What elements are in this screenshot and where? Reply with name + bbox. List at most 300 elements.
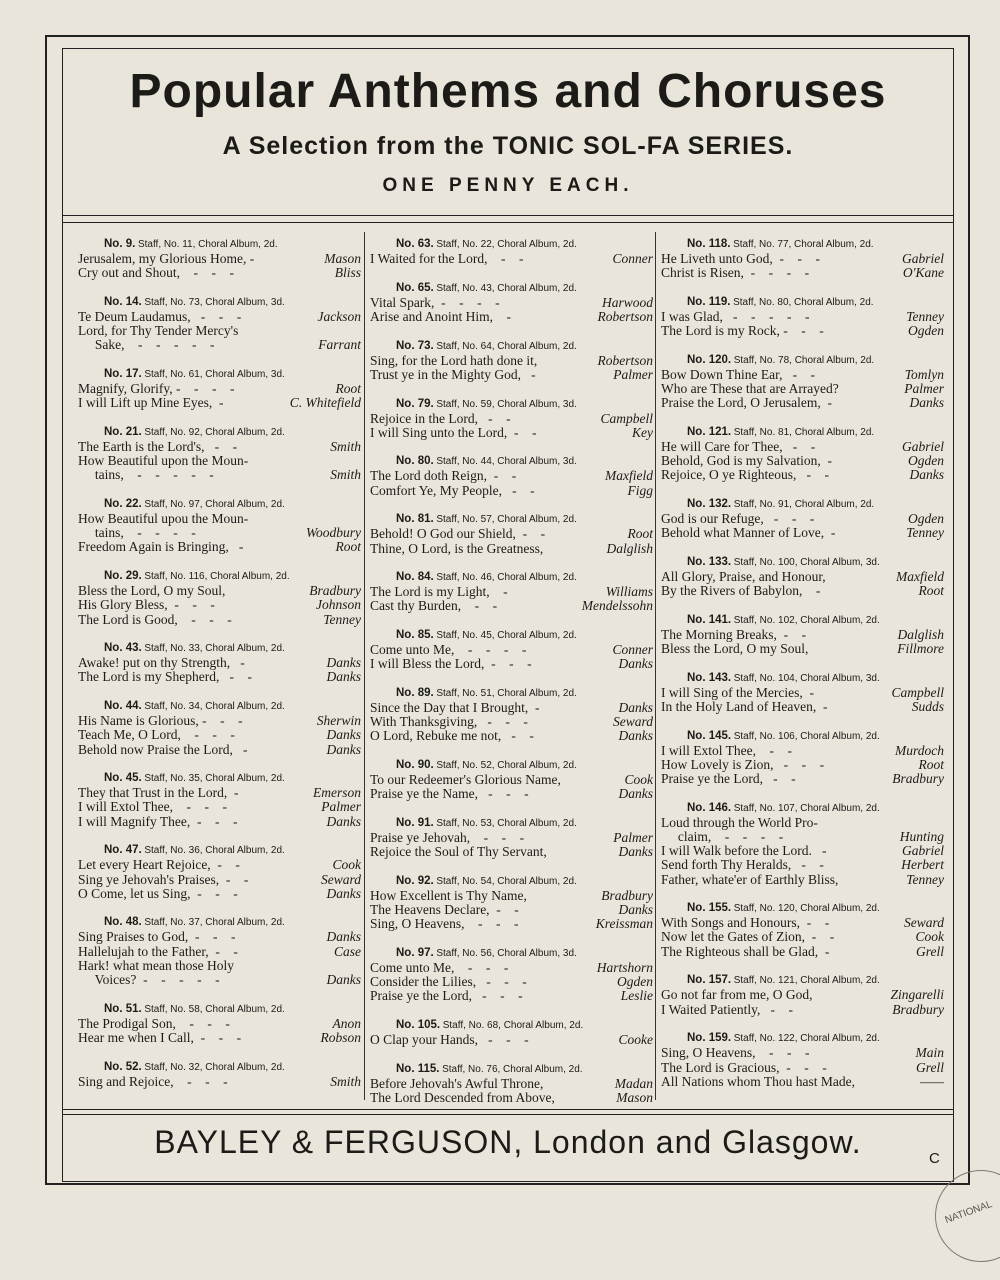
anthem-entry [661, 744, 944, 758]
anthem-title: Te Deum Laudamus, - - - [78, 309, 242, 324]
anthem-title: Christ is Risen, - - - - [661, 266, 810, 281]
anthem-entry [370, 354, 653, 368]
section-header [78, 1002, 361, 1017]
header-rule [62, 215, 954, 216]
catalogue-column-3 [661, 237, 944, 1103]
anthem-entry [78, 440, 361, 454]
anthem-title: Rejoice, O ye Righteous, - - [661, 468, 829, 483]
anthem-title: tains, - - - - - [78, 468, 214, 483]
section-header [78, 497, 361, 512]
section-number: No. 146. [687, 801, 732, 814]
catalogue-section [370, 1018, 653, 1047]
anthem-title: Teach Me, O Lord, - - - [78, 728, 235, 743]
anthem-entry [370, 657, 653, 671]
staff-reference: Staff, No. 22, Choral Album, 2d. [436, 239, 577, 250]
composer-name: Mason [324, 251, 361, 266]
anthem-title: Thine, O Lord, is the Greatness, [370, 541, 544, 556]
section-header [661, 613, 944, 628]
composer-name: Danks [326, 655, 361, 671]
composer-name: Campbell [600, 410, 653, 426]
anthem-entry [370, 527, 653, 541]
catalogue-section [78, 425, 361, 483]
anthem-entry [78, 786, 361, 800]
anthem-title: Sing, O Heavens, - - - [661, 1046, 810, 1061]
composer-name: Case [334, 943, 361, 959]
composer-name: Seward [613, 714, 653, 730]
composer-name: Bradbury [892, 1001, 944, 1017]
anthem-entry [78, 613, 361, 627]
staff-reference: Staff, No. 100, Choral Album, 3d. [733, 556, 880, 568]
anthem-entry [370, 715, 653, 729]
anthem-entry [661, 252, 944, 266]
composer-name: Cook [332, 857, 361, 873]
anthem-entry [78, 959, 361, 973]
anthem-entry [78, 396, 361, 410]
section-header [661, 901, 944, 916]
anthem-title: The Morning Breaks, - - [661, 627, 807, 642]
section-header [370, 512, 653, 527]
anthem-entry [78, 873, 361, 887]
staff-reference: Staff, No. 54, Choral Album, 2d. [436, 875, 577, 887]
anthem-title: The Lord is my Light, - [370, 585, 508, 600]
anthem-title: All Glory, Praise, and Honour, [661, 569, 826, 584]
anthem-title: O Clap your Hands, - - - [370, 1033, 529, 1048]
anthem-title: Vital Spark, - - - - [370, 295, 500, 310]
anthem-entry [78, 266, 361, 280]
anthem-entry [78, 815, 361, 829]
composer-name: Palmer [613, 366, 653, 382]
section-header [78, 771, 361, 786]
anthem-entry [661, 945, 944, 959]
catalogue-section [78, 367, 361, 410]
anthem-entry [370, 599, 653, 613]
composer-name: Madan [614, 1075, 653, 1091]
anthem-entry [370, 845, 653, 859]
anthem-entry [78, 540, 361, 554]
section-header [78, 425, 361, 440]
section-number: No. 159. [687, 1032, 732, 1045]
staff-reference: Staff, No. 56, Choral Album, 3d. [436, 948, 577, 960]
anthem-title: The Lord is Good, - - - [78, 612, 232, 627]
anthem-entry [661, 266, 944, 280]
staff-reference: Staff, No. 51, Choral Album, 2d. [436, 688, 577, 700]
anthem-entry [661, 642, 944, 656]
staff-reference: Staff, No. 52, Choral Album, 2d. [436, 760, 577, 772]
composer-name: Emerson [313, 785, 361, 801]
section-number: No. 17. [104, 368, 142, 381]
composer-name: Cook [624, 772, 653, 788]
section-number: No. 51. [104, 1002, 142, 1015]
anthem-entry [370, 889, 653, 903]
section-number: No. 85. [396, 629, 434, 642]
anthem-entry [661, 584, 944, 598]
catalogue-section [78, 771, 361, 829]
anthem-title: Sing ye Jehovah's Praises, - - [78, 872, 249, 887]
catalogue-section [370, 874, 653, 932]
composer-name: Smith [330, 438, 361, 454]
section-header [661, 237, 944, 252]
column-divider [655, 232, 656, 1100]
anthem-entry [370, 975, 653, 989]
composer-name: —— [919, 1073, 944, 1089]
anthem-entry [661, 830, 944, 844]
anthem-entry [78, 598, 361, 612]
anthem-title: O Come, let us Sing, - - - [78, 886, 238, 901]
section-header [661, 801, 944, 816]
anthem-entry [78, 714, 361, 728]
composer-name: Woodbury [305, 525, 361, 541]
anthem-title: The Lord is Gracious, - - - [661, 1060, 827, 1075]
section-header [370, 237, 653, 252]
composer-name: Root [918, 583, 944, 599]
catalogue-section [661, 555, 944, 598]
anthem-entry [78, 728, 361, 742]
catalogue-section [370, 397, 653, 440]
staff-reference: Staff, No. 116, Choral Album, 2d. [144, 571, 290, 583]
section-header [661, 555, 944, 570]
anthem-title: Praise ye the Lord, - - - [370, 989, 523, 1004]
anthem-title: With Thanksgiving, - - - [370, 715, 528, 730]
composer-name: Ogden [617, 974, 653, 990]
catalogue-section [661, 801, 944, 887]
composer-name: Danks [909, 395, 944, 411]
section-header [370, 397, 653, 412]
composer-name: Danks [326, 929, 361, 945]
anthem-title: Praise ye Jehovah, - - - [370, 831, 525, 846]
anthem-title: Sing Praises to God, - - - [78, 930, 236, 945]
catalogue-section [78, 641, 361, 684]
anthem-title: Sing and Rejoice, - - - [78, 1074, 228, 1089]
anthem-entry [78, 1017, 361, 1031]
staff-reference: Staff, No. 37, Choral Album, 2d. [144, 917, 285, 929]
anthem-entry [661, 310, 944, 324]
anthem-title: Rejoice the Soul of Thy Servant, [370, 845, 547, 860]
composer-name: Mason [616, 1090, 653, 1106]
anthem-title: By the Rivers of Babylon, - [661, 584, 821, 599]
anthem-title: They that Trust in the Lord, - [78, 786, 239, 801]
section-header [370, 758, 653, 773]
anthem-entry [661, 1075, 944, 1089]
anthem-entry [78, 656, 361, 670]
section-number: No. 133. [687, 555, 732, 568]
anthem-entry [661, 628, 944, 642]
catalogue-section [661, 671, 944, 714]
composer-name: Root [918, 756, 944, 772]
section-header [661, 353, 944, 368]
anthem-entry [78, 584, 361, 598]
section-header [661, 729, 944, 744]
section-header [370, 874, 653, 889]
anthem-title: Hark! what mean those Holy [78, 958, 234, 973]
composer-name: Hartshorn [596, 960, 653, 976]
staff-reference: Staff, No. 91, Choral Album, 2d. [733, 499, 875, 511]
anthem-title: Consider the Lilies, - - - [370, 975, 527, 990]
section-number: No. 43. [104, 642, 142, 655]
section-number: No. 155. [687, 902, 732, 915]
section-number: No. 79. [396, 397, 434, 410]
page-subtitle: A Selection from the TONIC SOL-FA SERIES. [222, 132, 794, 160]
anthem-title: Arise and Anoint Him, - [370, 309, 511, 324]
section-number: No. 29. [104, 570, 142, 583]
anthem-entry [370, 903, 653, 917]
anthem-title: Hear me when I Call, - - - [78, 1031, 242, 1045]
composer-name: Zingarelli [890, 987, 944, 1003]
section-number: No. 90. [396, 759, 434, 772]
catalogue-section [661, 295, 944, 338]
anthem-title: Cry out and Shout, - - - [78, 266, 234, 281]
anthem-title: I will Sing of the Mercies, - [661, 685, 814, 700]
anthem-title: Lord, for Thy Tender Mercy's [78, 324, 239, 339]
anthem-entry [661, 454, 944, 468]
section-number: No. 9. [104, 238, 136, 250]
staff-reference: Staff, No. 106, Choral Album, 2d. [733, 730, 880, 742]
section-header [78, 699, 361, 714]
section-number: No. 141. [687, 613, 732, 626]
anthem-entry [370, 310, 653, 324]
section-number: No. 48. [104, 916, 142, 929]
anthem-title: I will Magnify Thee, - - - [78, 814, 238, 829]
composer-name: Conner [612, 251, 653, 266]
staff-reference: Staff, No. 36, Choral Album, 2d. [144, 845, 285, 857]
column-divider [364, 232, 365, 1100]
composer-name: Danks [618, 728, 653, 744]
anthem-entry [78, 252, 361, 266]
section-number: No. 89. [396, 687, 434, 700]
anthem-entry [370, 469, 653, 483]
section-number: No. 80. [396, 455, 434, 468]
composer-name: Smith [330, 1073, 361, 1089]
anthem-entry [661, 873, 944, 887]
composer-name: Seward [321, 871, 361, 887]
catalogue-section [661, 973, 944, 1016]
composer-name: Johnson [316, 597, 361, 613]
staff-reference: Staff, No. 58, Choral Album, 2d. [144, 1003, 285, 1015]
section-number: No. 118. [687, 238, 731, 250]
composer-name: Root [335, 539, 361, 555]
section-number: No. 52. [104, 1060, 142, 1073]
composer-name: Danks [618, 786, 653, 802]
anthem-title: The Heavens Declare, - - [370, 903, 519, 918]
corner-mark: C [929, 1150, 940, 1167]
section-number: No. 119. [687, 295, 731, 308]
page-title: Popular Anthems and Choruses [129, 65, 887, 118]
section-header [78, 237, 361, 252]
catalogue-section [78, 295, 361, 353]
section-number: No. 22. [104, 498, 142, 511]
catalogue-section [78, 915, 361, 987]
anthem-title: Bow Down Thine Ear, - - [661, 367, 816, 382]
catalogue-section [370, 816, 653, 859]
catalogue-section [370, 628, 653, 671]
section-header [370, 339, 653, 354]
anthem-entry [370, 917, 653, 931]
anthem-entry [78, 945, 361, 959]
staff-reference: Staff, No. 77, Choral Album, 2d. [733, 239, 874, 250]
anthem-entry [661, 1003, 944, 1017]
catalogue-section [370, 454, 653, 497]
composer-name: Tenney [906, 871, 944, 887]
staff-reference: Staff, No. 73, Choral Album, 3d. [144, 296, 285, 308]
composer-name: Danks [326, 727, 361, 743]
composer-name: Dalglish [897, 626, 944, 642]
section-number: No. 121. [687, 425, 732, 438]
anthem-entry [78, 454, 361, 468]
anthem-entry [370, 787, 653, 801]
anthem-title: Let every Heart Rejoice, - - [78, 858, 240, 873]
anthem-entry [370, 1077, 653, 1091]
anthem-title: I will Bless the Lord, - - - [370, 657, 532, 672]
composer-name: Anon [332, 1015, 361, 1031]
composer-name: Danks [326, 972, 361, 988]
composer-name: Seward [904, 915, 944, 931]
catalogue-section [78, 1002, 361, 1045]
section-header [661, 973, 944, 988]
anthem-entry [370, 1033, 653, 1047]
composer-name: Tomlyn [904, 366, 944, 382]
catalogue-section [661, 425, 944, 483]
anthem-title: Bless the Lord, O my Soul, [661, 642, 809, 657]
section-header [78, 843, 361, 858]
staff-reference: Staff, No. 11, Choral Album, 2d. [137, 239, 278, 250]
staff-reference: Staff, No. 46, Choral Album, 2d. [436, 572, 577, 584]
section-header [370, 1062, 653, 1077]
anthem-entry [370, 729, 653, 743]
anthem-title: Sake, - - - - - [78, 338, 215, 353]
anthem-entry [78, 382, 361, 396]
anthem-title: Praise ye the Name, - - - [370, 787, 529, 802]
anthem-entry [370, 252, 653, 266]
anthem-title: Now let the Gates of Zion, - - [661, 930, 835, 945]
anthem-entry [370, 1091, 653, 1105]
composer-name: Sudds [911, 698, 944, 714]
anthem-title: Cast thy Burden, - - [370, 599, 498, 614]
anthem-title: Awake! put on thy Strength, - [78, 656, 245, 671]
catalogue-section [370, 686, 653, 744]
composer-name: Herbert [901, 857, 944, 873]
anthem-entry [78, 468, 361, 482]
anthem-title: His Name is Glorious, - - - [78, 714, 243, 729]
composer-name: Grell [916, 1059, 944, 1075]
anthem-entry [370, 296, 653, 310]
anthem-title: I was Glad, - - - - - [661, 309, 810, 324]
anthem-title: Praise ye the Lord, - - [661, 772, 796, 787]
staff-reference: Staff, No. 61, Choral Album, 3d. [144, 369, 285, 381]
anthem-title: Father, whate'er of Earthly Bliss, [661, 872, 839, 887]
composer-name: Palmer [904, 381, 944, 397]
catalogue-column-1 [78, 237, 361, 1103]
staff-reference: Staff, No. 53, Choral Album, 2d. [436, 818, 577, 830]
composer-name: Danks [326, 885, 361, 901]
catalogue-section [370, 512, 653, 555]
section-number: No. 73. [396, 339, 434, 352]
anthem-title: Sing, O Heavens, - - - [370, 917, 519, 932]
composer-name: Ogden [908, 453, 944, 469]
anthem-entry [661, 512, 944, 526]
anthem-title: Come unto Me, - - - - [370, 643, 527, 658]
anthem-entry [661, 440, 944, 454]
staff-reference: Staff, No. 102, Choral Album, 2d. [733, 614, 880, 626]
anthem-entry [661, 988, 944, 1002]
section-number: No. 115. [396, 1062, 440, 1075]
staff-reference: Staff, No. 107, Choral Album, 2d. [733, 802, 880, 814]
anthem-title: Bless the Lord, O my Soul, [78, 584, 226, 599]
anthem-title: I Waited Patiently, - - [661, 1002, 794, 1017]
composer-name: Palmer [613, 830, 653, 846]
composer-name: Tenney [906, 308, 944, 324]
composer-name: Gabriel [902, 251, 944, 266]
section-number: No. 47. [104, 844, 142, 857]
anthem-entry [78, 324, 361, 338]
composer-name: Sherwin [316, 713, 361, 729]
price-line: ONE PENNY EACH. [382, 175, 634, 196]
anthem-entry [370, 368, 653, 382]
anthem-entry [370, 426, 653, 440]
composer-name: Campbell [891, 684, 944, 700]
staff-reference: Staff, No. 45, Choral Album, 2d. [436, 630, 577, 642]
anthem-entry [661, 1061, 944, 1075]
anthem-entry [661, 772, 944, 786]
section-number: No. 91. [396, 817, 434, 830]
anthem-title: Behold what Manner of Love, - [661, 526, 836, 541]
catalogue-section [661, 613, 944, 656]
section-number: No. 45. [104, 772, 142, 785]
section-header [661, 497, 944, 512]
anthem-title: God is our Refuge, - - - [661, 512, 815, 527]
anthem-title: How Beautiful upou the Moun- [78, 512, 249, 527]
anthem-title: Before Jehovah's Awful Throne, [370, 1076, 544, 1091]
composer-name: Tenney [323, 611, 361, 627]
staff-reference: Staff, No. 92, Choral Album, 2d. [144, 426, 285, 438]
composer-name: Robertson [597, 352, 653, 368]
composer-name: Danks [909, 467, 944, 483]
anthem-title: How Lovely is Zion, - - - [661, 757, 825, 772]
staff-reference: Staff, No. 33, Choral Album, 2d. [144, 643, 285, 655]
anthem-entry [661, 916, 944, 930]
composer-name: C. Whitefield [289, 395, 361, 411]
anthem-title: Behold, God is my Salvation, - [661, 454, 832, 469]
anthem-entry [78, 310, 361, 324]
anthem-entry [661, 844, 944, 858]
anthem-title: How Excellent is Thy Name, [370, 888, 527, 903]
anthem-title: The Righteous shall be Glad, - [661, 944, 830, 959]
composer-name: O'Kane [902, 265, 944, 281]
catalogue-section [78, 237, 361, 280]
catalogue-section [370, 237, 653, 266]
composer-name: Gabriel [902, 843, 944, 859]
anthem-title: Hallelujah to the Father, - - [78, 944, 238, 959]
anthem-title: All Nations whom Thou hast Made, [661, 1074, 855, 1089]
anthem-entry [661, 686, 944, 700]
catalogue-section [370, 281, 653, 324]
section-header [370, 946, 653, 961]
composer-name: Cook [915, 929, 944, 945]
composer-name: Leslie [620, 988, 653, 1004]
anthem-entry [370, 585, 653, 599]
anthem-title: His Glory Bless, - - - [78, 598, 215, 613]
anthem-title: I will Extol Thee, - - [661, 743, 792, 758]
section-number: No. 145. [687, 729, 732, 742]
section-header [78, 641, 361, 656]
composer-name: Main [915, 1045, 944, 1061]
anthem-title: Since the Day that I Brought, - [370, 701, 540, 716]
anthem-title: The Lord is my Rock, - - - [661, 324, 824, 339]
stamp-text: NATIONAL [943, 1198, 994, 1227]
composer-name: Harwood [601, 294, 653, 310]
anthem-entry [661, 700, 944, 714]
anthem-entry [661, 324, 944, 338]
anthem-entry [370, 831, 653, 845]
catalogue-section [661, 729, 944, 787]
